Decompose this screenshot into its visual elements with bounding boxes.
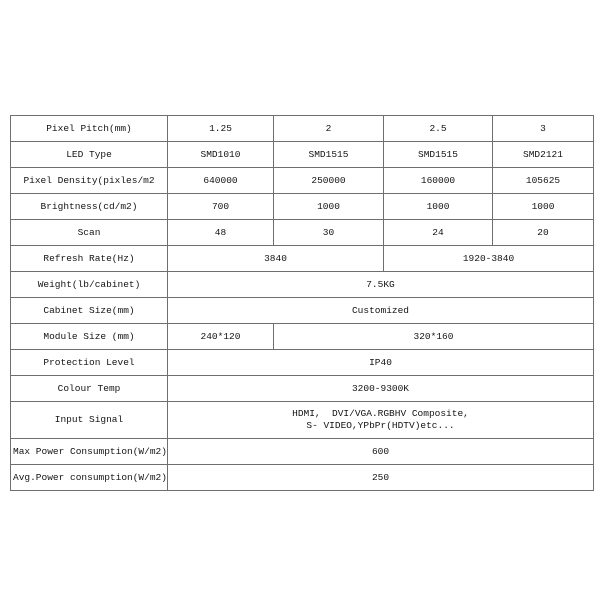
row-value-line: HDMI, DVI/VGA.RGBHV Composite, xyxy=(292,408,469,419)
row-value: 240*120 xyxy=(168,324,274,350)
table-row xyxy=(11,298,594,324)
row-label: Protection Level xyxy=(11,350,168,376)
row-value: 1000 xyxy=(274,194,384,220)
row-value: 24 xyxy=(384,220,493,246)
row-label: Pixel Density(pixles/m2 xyxy=(11,168,168,194)
table-row xyxy=(11,402,594,439)
table-row xyxy=(11,350,594,376)
row-label: Cabinet Size(mm) xyxy=(11,298,168,324)
row-value: 1000 xyxy=(493,194,594,220)
row-label: Weight(lb/cabinet) xyxy=(11,272,168,298)
row-value: 20 xyxy=(493,220,594,246)
row-value: SMD2121 xyxy=(493,142,594,168)
row-value-line: S- VIDEO,YPbPr(HDTV)etc... xyxy=(306,420,455,431)
row-value: 700 xyxy=(168,194,274,220)
row-label: Input Signal xyxy=(11,402,168,439)
row-value: 2 xyxy=(274,116,384,142)
table-row xyxy=(11,168,594,194)
table-row xyxy=(11,194,594,220)
row-value: 48 xyxy=(168,220,274,246)
row-label: Scan xyxy=(11,220,168,246)
table-row xyxy=(11,220,594,246)
row-value: 3200-9300K xyxy=(168,376,594,402)
table-row xyxy=(11,246,594,272)
row-value: 105625 xyxy=(493,168,594,194)
row-label: Brightness(cd/m2) xyxy=(11,194,168,220)
row-value: IP40 xyxy=(168,350,594,376)
row-value: 30 xyxy=(274,220,384,246)
row-value: 1.25 xyxy=(168,116,274,142)
row-label: LED Type xyxy=(11,142,168,168)
row-value: 250000 xyxy=(274,168,384,194)
row-value: SMD1515 xyxy=(274,142,384,168)
row-value: Customized xyxy=(168,298,594,324)
row-value: 3 xyxy=(493,116,594,142)
row-value: SMD1515 xyxy=(384,142,493,168)
row-label: Module Size (mm) xyxy=(11,324,168,350)
row-label: Max Power Consumption(W/m2) xyxy=(11,439,168,465)
row-value: 640000 xyxy=(168,168,274,194)
row-value: 600 xyxy=(168,439,594,465)
table-row xyxy=(11,142,594,168)
table-row xyxy=(11,324,594,350)
spec-table-body xyxy=(11,116,594,491)
table-row xyxy=(11,465,594,491)
led-spec-table xyxy=(10,115,594,491)
table-row xyxy=(11,272,594,298)
row-label: Refresh Rate(Hz) xyxy=(11,246,168,272)
row-value xyxy=(168,402,594,439)
row-value: 2.5 xyxy=(384,116,493,142)
row-value: 3840 xyxy=(168,246,384,272)
row-label: Avg.Power consumption(W/m2) xyxy=(11,465,168,491)
table-row xyxy=(11,376,594,402)
row-label: Colour Temp xyxy=(11,376,168,402)
table-row xyxy=(11,116,594,142)
row-value: 1000 xyxy=(384,194,493,220)
row-value: 1920-3840 xyxy=(384,246,594,272)
row-value: 250 xyxy=(168,465,594,491)
table-row xyxy=(11,439,594,465)
row-value: SMD1010 xyxy=(168,142,274,168)
row-value: 160000 xyxy=(384,168,493,194)
row-value: 7.5KG xyxy=(168,272,594,298)
row-label: Pixel Pitch(mm) xyxy=(11,116,168,142)
row-value: 320*160 xyxy=(274,324,594,350)
